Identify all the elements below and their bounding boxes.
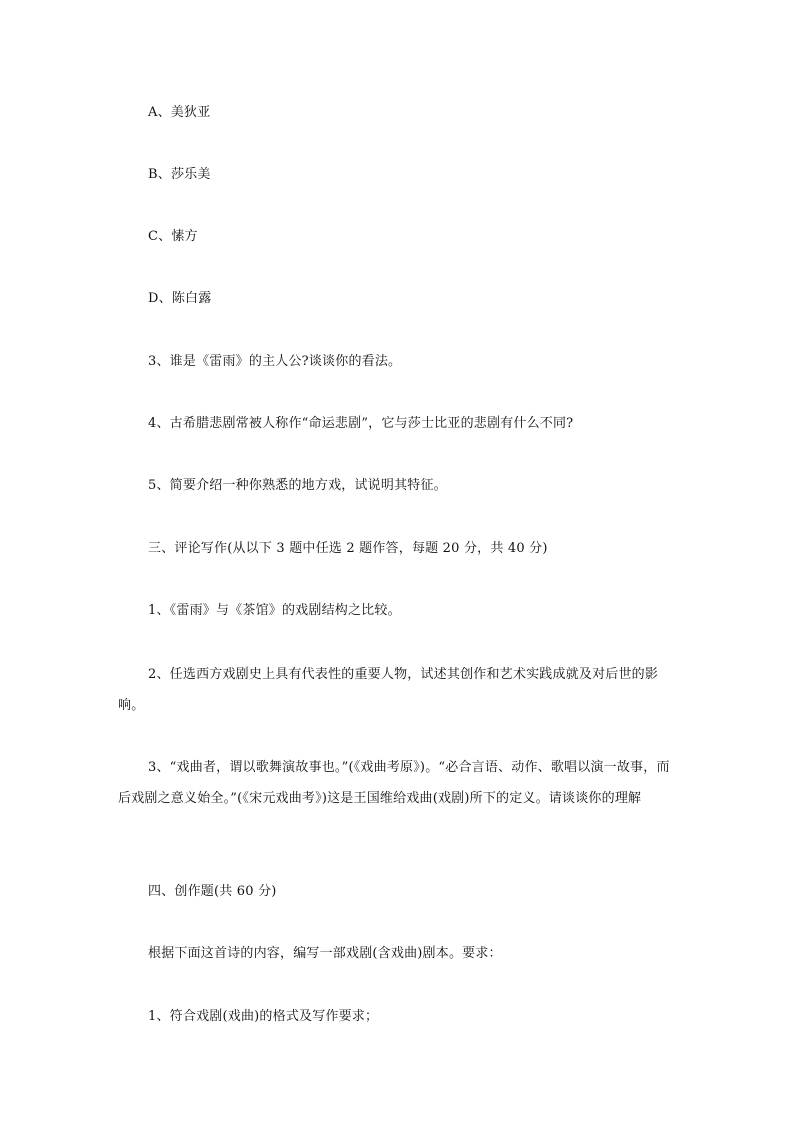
option-d: D、陈白露 bbox=[148, 291, 212, 306]
essay-question-2: 2、任选西方戏剧史上具有代表性的重要人物，试述其创作和艺术实践成就及对后世的影响。 bbox=[118, 667, 659, 713]
requirement-1: 1、符合戏剧(戏曲)的格式及写作要求； bbox=[148, 1009, 379, 1024]
section-3-heading: 三、评论写作(从以下 3 题中任选 2 题作答，每题 20 分，共 40 分) bbox=[148, 541, 548, 556]
option-a: A、美狄亚 bbox=[148, 105, 211, 120]
creative-task-intro: 根据下面这首诗的内容，编写一部戏剧(含戏曲)剧本。要求： bbox=[148, 946, 502, 961]
essay-question-3: 3、“戏曲者，谓以歌舞演故事也。”(《戏曲考原》)。“必合言语、动作、歌唱以演一故事，而后戏剧之意义始全。”(《宋元戏曲考》)这是王国维给戏曲(戏剧)所下的定义。请谈谈你的理解 bbox=[118, 760, 670, 806]
essay-question-1: 1、《雷雨》与《茶馆》的戏剧结构之比较。 bbox=[148, 603, 401, 618]
option-b: B、莎乐美 bbox=[148, 167, 211, 182]
section-4-heading: 四、创作题(共 60 分) bbox=[148, 884, 277, 899]
question-4: 4、古希腊悲剧常被人称作“命运悲剧”，它与莎士比亚的悲剧有什么不同? bbox=[148, 416, 574, 431]
question-3: 3、谁是《雷雨》的主人公?谈谈你的看法。 bbox=[148, 354, 402, 369]
question-5: 5、简要介绍一种你熟悉的地方戏，试说明其特征。 bbox=[148, 478, 447, 493]
option-c: C、愫方 bbox=[148, 229, 198, 244]
